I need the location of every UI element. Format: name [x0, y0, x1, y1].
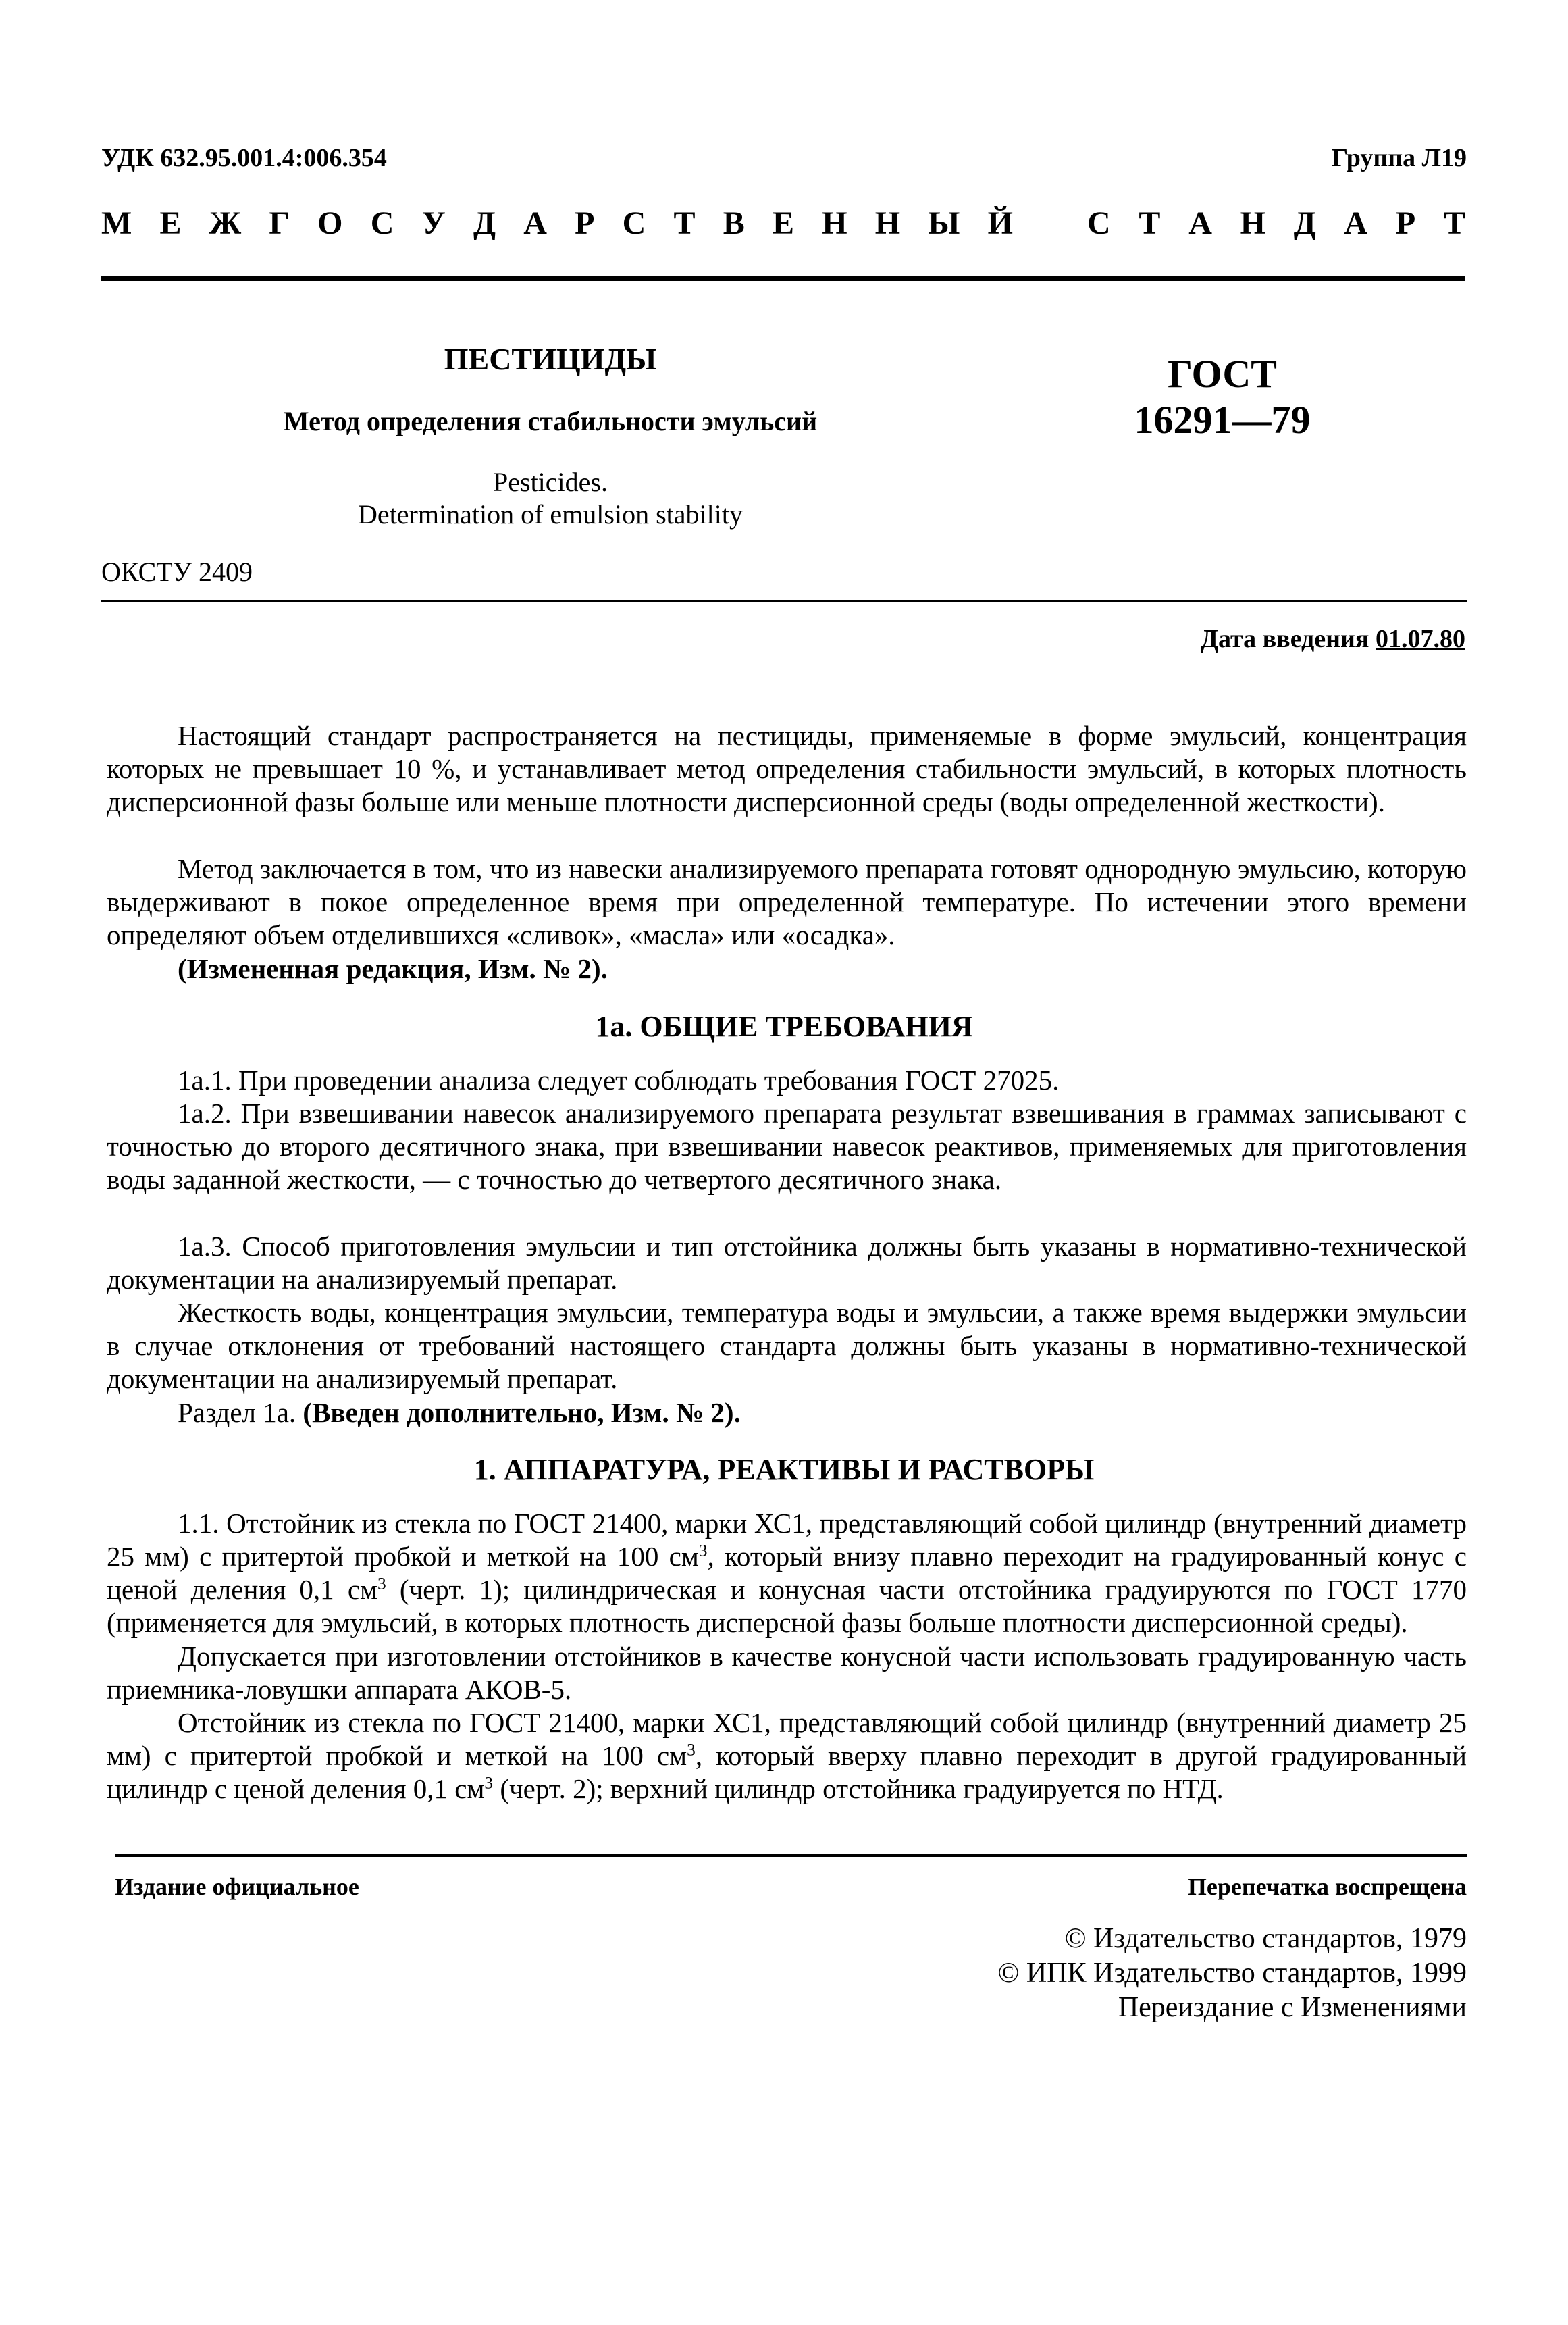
interstate-letter: Д — [473, 205, 496, 241]
interstate-letter: А — [523, 205, 547, 241]
interstate-letter: Г — [269, 205, 290, 241]
intro-paragraph-1: Настоящий стандарт распространяется на пестициды, применяемые в форме эмульсий, концентрация которых не превышает 10 %, и устанавливает метод определения стабильности эмульсий, в которых плотность дисперсионной фазы больше или меньше плотности дисперсионной среды (воды определенной жесткости). — [107, 720, 1467, 817]
english-title-line2: Determination of emulsion stability — [358, 499, 743, 530]
clause-1a3: 1а.3. Способ приготовления эмульсии и тип отстойника должны быть указаны в нормативно-технической документации на анализируемый препарат. — [107, 1231, 1467, 1295]
gost-label: ГОСТ — [1168, 352, 1277, 396]
clause-1-2 — [107, 1706, 1467, 1806]
copyright-1999: © ИПК Издательство стандартов, 1999 — [997, 1958, 1467, 1989]
interstate-heading — [101, 205, 1013, 242]
introduction-date — [1201, 624, 1465, 654]
okstu-code: ОКСТУ 2409 — [101, 557, 253, 587]
interstate-letter: Р — [575, 205, 595, 241]
section-1a-note — [107, 1396, 1467, 1429]
superscript-3: 3 — [377, 1574, 386, 1593]
footer-rule — [115, 1854, 1467, 1857]
interstate-letter: М — [101, 205, 132, 241]
copyright-block — [997, 1922, 1467, 2025]
clause-1-1-part3: (черт. 1); цилиндрическая и конусная части отстойника градуируются по ГОСТ 1770 (применяется для эмульсий, в которых плотность дисперсной фазы больше плотности дисперсионной среды). — [107, 1574, 1467, 1638]
clause-1-2-part1: Отстойник из стекла по ГОСТ 21400, марки ХС1, представляющий собой цилиндр (внутренний диаметр 25 мм) с притертой пробкой и меткой на 100 см — [107, 1707, 1467, 1771]
gost-number: 16291—79 — [1134, 398, 1311, 442]
interstate-letter: С — [622, 205, 646, 241]
document-title: ПЕСТИЦИДЫ — [444, 342, 657, 376]
standard-letter: А — [1344, 205, 1368, 241]
interstate-letter: В — [723, 205, 745, 241]
standard-heading — [1087, 205, 1465, 242]
date-value: 01.07.80 — [1376, 625, 1465, 653]
interstate-letter: Ы — [928, 205, 960, 241]
reissue-note: Переиздание с Изменениями — [1118, 1992, 1467, 2023]
interstate-letter: Н — [874, 205, 901, 241]
section-1a-heading: 1а. ОБЩИЕ ТРЕБОВАНИЯ — [595, 1010, 973, 1043]
clause-1-1-part2: , который внизу плавно переходит на градуированный конус с ценой деления 0,1 см — [107, 1541, 1467, 1605]
water-hardness-paragraph: Жесткость воды, концентрация эмульсии, температура воды и эмульсии, а также время выдержки эмульсии в случае отклонения от требований настоящего стандарта должны быть указаны в нормативно-технической документации на анализируемый препарат. — [107, 1297, 1467, 1394]
standard-letter: Т — [1139, 205, 1161, 241]
clause-1-1 — [107, 1507, 1467, 1639]
document-subtitle: Метод определения стабильности эмульсий — [283, 406, 818, 436]
section-1a-note-bold: (Введен дополнительно, Изм. № 2). — [303, 1397, 741, 1428]
interstate-letter: О — [317, 205, 343, 241]
interstate-letter: Й — [987, 205, 1013, 241]
section-1a-note-prefix: Раздел 1а. — [178, 1397, 296, 1428]
clause-1a2: 1а.2. При взвешивании навесок анализируемого препарата результат взвешивания в граммах записывают с точностью до второго десятичного знака, при взвешивании навесок реактивов, применяемых для приготовления воды заданной жесткости, — с точностью до четвертого десятичного знака. — [107, 1098, 1467, 1195]
interstate-letter: Т — [673, 205, 696, 241]
interstate-letter: Е — [159, 205, 182, 241]
standard-letter: Т — [1443, 205, 1465, 241]
interstate-letter: У — [421, 205, 446, 241]
english-title — [101, 466, 999, 531]
clause-1-2-part2: , который вверху плавно переходит в другой градуированный цилиндр с ценой деления 0,1 см — [107, 1740, 1467, 1804]
clause-1-1-part1: 1.1. Отстойник из стекла по ГОСТ 21400, марки ХС1, представляющий собой цилиндр (внутренний диаметр 25 мм) с притертой пробкой и меткой на 100 см — [107, 1508, 1467, 1572]
section-1-heading: 1. АППАРАТУРА, РЕАКТИВЫ И РАСТВОРЫ — [473, 1453, 1095, 1486]
official-edition: Издание официальное — [115, 1873, 359, 1900]
allowed-paragraph: Допускается при изготовлении отстойников в качестве конусной части использовать градуированную часть приемника-ловушки аппарата АКОВ-5. — [107, 1641, 1467, 1705]
intro-paragraph-2: Метод заключается в том, что из навески анализируемого препарата готовят однородную эмульсию, которую выдерживают в покое определенное время при определенной температуре. По истечении этого времени определяют объем отделившихся «сливок», «масла» или «осадка». — [107, 853, 1467, 950]
clause-1-2-part3: (черт. 2); верхний цилиндр отстойника градуируется по НТД. — [493, 1773, 1224, 1804]
english-title-line1: Pesticides. — [493, 467, 608, 497]
standard-letter: Р — [1395, 205, 1416, 241]
udk-code: УДК 632.95.001.4:006.354 — [101, 144, 387, 172]
gost-block — [1080, 351, 1364, 443]
interstate-letter: Ж — [209, 205, 242, 241]
superscript-3: 3 — [698, 1541, 708, 1560]
header-rule — [101, 276, 1465, 281]
date-label: Дата введения — [1200, 625, 1369, 653]
interstate-letter: Н — [822, 205, 847, 241]
superscript-3: 3 — [687, 1740, 696, 1760]
standard-letter: С — [1087, 205, 1111, 241]
reprint-prohibited: Перепечатка воспрещена — [1187, 1873, 1467, 1900]
interstate-letter: С — [370, 205, 394, 241]
group-code: Группа Л19 — [1331, 144, 1467, 172]
intro-amendment-note: (Измененная редакция, Изм. № 2). — [178, 953, 608, 984]
okstu-rule — [101, 600, 1467, 602]
superscript-3: 3 — [484, 1773, 494, 1793]
clause-1a1: 1а.1. При проведении анализа следует соблюдать требования ГОСТ 27025. — [178, 1065, 1060, 1096]
standard-letter: Н — [1240, 205, 1265, 241]
standard-letter: Д — [1293, 205, 1316, 241]
copyright-1979: © Издательство стандартов, 1979 — [1064, 1923, 1467, 1954]
standard-letter: А — [1188, 205, 1212, 241]
interstate-letter: Е — [772, 205, 794, 241]
